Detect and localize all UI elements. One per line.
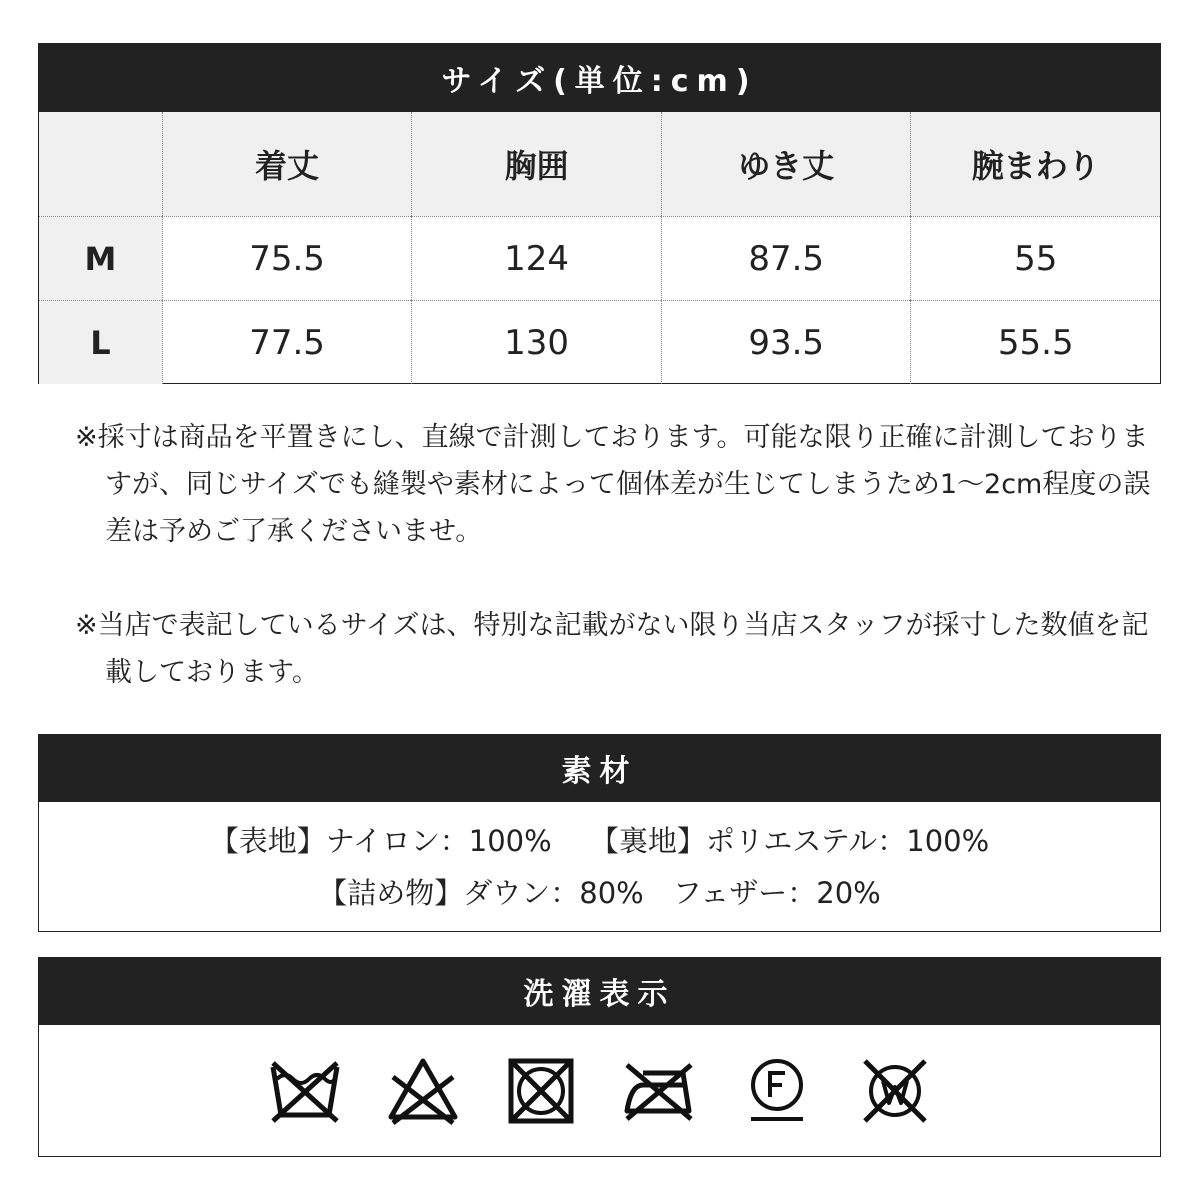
table-cell: 87.5 <box>661 216 911 300</box>
material-line: 【表地】ナイロン：100% 【裏地】ポリエステル：100% <box>209 823 990 858</box>
table-cell: 77.5 <box>162 300 412 384</box>
corner-cell <box>39 112 162 216</box>
no-wash-icon <box>269 1055 341 1127</box>
size-label: M <box>39 216 162 300</box>
size-section-title: サイズ(単位:cm) <box>38 43 1161 113</box>
material-body <box>39 802 1160 931</box>
column-header: 着丈 <box>162 112 412 216</box>
table-row <box>39 300 1160 384</box>
measurement-notes <box>75 414 1155 696</box>
dry-clean-f-icon <box>741 1055 813 1127</box>
table-cell: 55.5 <box>910 300 1160 384</box>
size-header-row <box>39 112 1160 216</box>
size-table <box>38 43 1161 384</box>
size-grid <box>39 112 1160 384</box>
material-box <box>38 734 1161 932</box>
table-cell: 55 <box>910 216 1160 300</box>
column-header: ゆき丈 <box>661 112 911 216</box>
care-section-title: 洗濯表示 <box>38 957 1161 1025</box>
no-bleach-icon <box>387 1055 459 1127</box>
no-iron-icon <box>623 1055 695 1127</box>
column-header: 腕まわり <box>910 112 1160 216</box>
care-icons <box>39 1025 1160 1156</box>
table-cell: 93.5 <box>661 300 911 384</box>
size-label: L <box>39 300 162 384</box>
no-tumble-dry-icon <box>505 1055 577 1127</box>
note-store-size: ※当店で表記しているサイズは、特別な記載がない限り当店スタッフが採寸した数値を記載しております。 <box>75 610 1149 688</box>
material-line: 【詰め物】ダウン：80% フェザー：20% <box>318 875 881 910</box>
table-cell: 124 <box>411 216 661 300</box>
care-box <box>38 957 1161 1157</box>
material-section-title: 素材 <box>38 734 1161 802</box>
table-cell: 75.5 <box>162 216 412 300</box>
no-wet-clean-icon <box>859 1055 931 1127</box>
table-cell: 130 <box>411 300 661 384</box>
column-header: 胸囲 <box>411 112 661 216</box>
table-row <box>39 216 1160 300</box>
note-measurement: ※採寸は商品を平置きにし、直線で計測しております。可能な限り正確に計測しておりますが、同じサイズでも縫製や素材によって個体差が生じてしまうため1〜2cm程度の誤差は予めご了承くださいませ。 <box>75 422 1151 547</box>
